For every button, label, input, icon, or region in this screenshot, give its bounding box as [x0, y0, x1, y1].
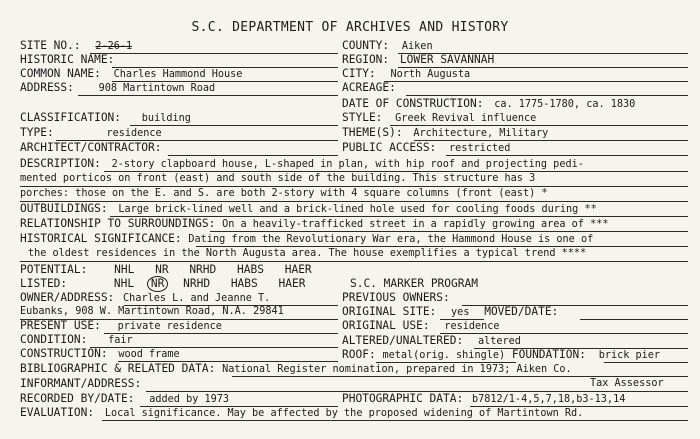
- historic-name-label: HISTORIC NAME:: [20, 53, 115, 66]
- owner-label: OWNER/ADDRESS:: [20, 291, 115, 304]
- previous-owners-label: PREVIOUS OWNERS:: [342, 291, 450, 304]
- construction-label: CONSTRUCTION:: [20, 347, 108, 360]
- county-label: COUNTY:: [342, 39, 390, 52]
- listed-nhl: NHL: [113, 277, 135, 290]
- type-row: [20, 125, 162, 141]
- original-use-value: residence: [444, 321, 500, 332]
- biblio-line-2: Tax Assessor: [590, 378, 664, 389]
- style-value: Greek Revival influence: [395, 113, 537, 124]
- roof-value: metal(orig. shingle): [382, 350, 506, 361]
- listed-nr: NR: [147, 276, 168, 292]
- county-value: Aiken: [401, 41, 433, 52]
- photo-label: PHOTOGRAPHIC DATA:: [342, 392, 464, 405]
- construction-value: wood frame: [118, 349, 180, 360]
- original-site-label: ORIGINAL SITE:: [342, 305, 437, 318]
- original-site-value: yes: [451, 307, 470, 318]
- listed-label: LISTED:: [20, 277, 68, 290]
- evaluation-value: Local significance. May be affected by the proposed widening of Martintown Rd.: [104, 408, 584, 419]
- relationship-label: RELATIONSHIP TO SURROUNDINGS:: [20, 217, 216, 230]
- site-no-label: SITE NO.:: [20, 39, 81, 52]
- theme-value: Architecture, Military: [413, 128, 549, 139]
- date-label: DATE OF CONSTRUCTION:: [342, 97, 484, 110]
- potential-habs: HABS: [237, 263, 264, 276]
- architect-label: ARCHITECT/CONTRACTOR:: [20, 141, 162, 154]
- potential-label: POTENTIAL:: [20, 263, 88, 276]
- page-title: S.C. DEPARTMENT OF ARCHIVES AND HISTORY: [191, 20, 509, 35]
- style-row: [342, 110, 536, 126]
- present-use-value: private residence: [117, 321, 222, 332]
- altered-label: ALTERED/UNALTERED:: [342, 334, 464, 347]
- foundation-label: FOUNDATION:: [511, 348, 586, 361]
- significance-label: HISTORICAL SIGNIFICANCE:: [20, 232, 182, 245]
- condition-value: fair: [108, 335, 133, 346]
- significance-line-1: [20, 231, 593, 247]
- outbuildings-row: [20, 201, 597, 217]
- biblio-line-1: National Register nomination, prepared in 1973; Aiken Co.: [222, 364, 572, 375]
- acreage-row: [342, 80, 396, 96]
- roof-label: ROOF:: [342, 348, 376, 361]
- classification-value: building: [141, 113, 191, 124]
- region-value: LOWER SAVANNAH: [399, 53, 495, 66]
- owner-line-1: Charles L. and Jeanne T.: [123, 293, 271, 304]
- marker-program: S.C. MARKER PROGRAM: [350, 277, 478, 290]
- outbuildings-value: Large brick-lined well and a brick-lined hole used for cooling foods during **: [118, 204, 597, 215]
- type-value: residence: [106, 128, 162, 139]
- city-label: CITY:: [342, 67, 376, 80]
- public-access-value: restricted: [449, 143, 511, 154]
- description-text-3: porches: those on the E. and S. are both 2-story with 4 square columns (front (east) *: [20, 188, 548, 199]
- acreage-label: ACREAGE:: [342, 81, 396, 94]
- date-value: ca. 1775-1780, ca. 1830: [494, 99, 636, 110]
- city-value: North Augusta: [390, 69, 471, 80]
- relationship-value: On a heavily-trafficked street in a rapidly growing area of ***: [222, 219, 609, 230]
- region-label: REGION:: [342, 53, 390, 66]
- public-access-row: [342, 140, 510, 156]
- informant-row: [20, 376, 141, 392]
- construction-row: [20, 346, 180, 362]
- significance-text-2: the oldest residences in the North Augusta area. The house exemplifies a typical trend ****: [28, 248, 587, 259]
- description-line-1: [20, 156, 584, 172]
- description-text-2: mented porticos on front (east) and south side of the building. This structure has 3: [20, 173, 536, 184]
- potential-haer: HAER: [284, 263, 312, 276]
- outbuildings-label: OUTBUILDINGS:: [20, 202, 108, 215]
- photo-value: b7812/1-4,5,7,18,b3-13,14: [472, 394, 626, 405]
- description-label: DESCRIPTION:: [20, 157, 101, 170]
- relationship-row: [20, 216, 608, 232]
- present-use-label: PRESENT USE:: [20, 319, 101, 332]
- original-use-label: ORIGINAL USE:: [342, 319, 430, 332]
- theme-row: [342, 125, 548, 141]
- style-label: STYLE:: [342, 111, 383, 124]
- biblio-label: BIBLIOGRAPHIC & RELATED DATA:: [20, 362, 216, 375]
- potential-nr: NR: [155, 263, 169, 276]
- classification-label: CLASSIFICATION:: [20, 111, 122, 124]
- foundation-value: brick pier: [598, 350, 661, 361]
- listed-habs: HABS: [230, 277, 258, 290]
- address-label: ADDRESS:: [20, 81, 74, 94]
- recorded-value: added by 1973: [149, 394, 229, 405]
- recorded-label: RECORDED BY/DATE:: [20, 392, 135, 405]
- public-access-label: PUBLIC ACCESS:: [342, 141, 437, 154]
- condition-label: CONDITION:: [20, 333, 88, 346]
- site-no-value: 2-26-1: [95, 41, 133, 52]
- biblio-row: [20, 361, 572, 377]
- evaluation-label: EVALUATION:: [20, 406, 95, 419]
- listed-haer: HAER: [278, 277, 306, 290]
- original-use-row: [342, 318, 500, 334]
- informant-label: INFORMANT/ADDRESS:: [20, 377, 142, 390]
- owner-line-2: Eubanks, 908 W. Martintown Road, N.A. 29841: [20, 306, 284, 317]
- architect-row: [20, 140, 161, 156]
- evaluation-row: [20, 405, 583, 421]
- listed-nrhd: NRHD: [183, 277, 211, 290]
- description-text-1: 2-story clapboard house, L-shaped in plan, with hip roof and projecting pedi-: [111, 159, 584, 170]
- theme-label: THEME(S):: [342, 126, 403, 139]
- common-name-value: Charles Hammond House: [113, 69, 243, 80]
- potential-nrhd: NRHD: [189, 263, 217, 276]
- type-label: TYPE:: [20, 126, 54, 139]
- address-row: [20, 80, 215, 96]
- potential-nhl: NHL: [114, 263, 135, 276]
- moved-label: MOVED/DATE:: [484, 305, 559, 318]
- address-value: 908 Martintown Road: [98, 83, 216, 94]
- altered-value: altered: [478, 336, 521, 347]
- classification-row: [20, 110, 191, 126]
- significance-text-1: Dating from the Revolutionary War era, the Hammond House is one of: [188, 234, 594, 245]
- common-name-label: COMMON NAME:: [20, 67, 101, 80]
